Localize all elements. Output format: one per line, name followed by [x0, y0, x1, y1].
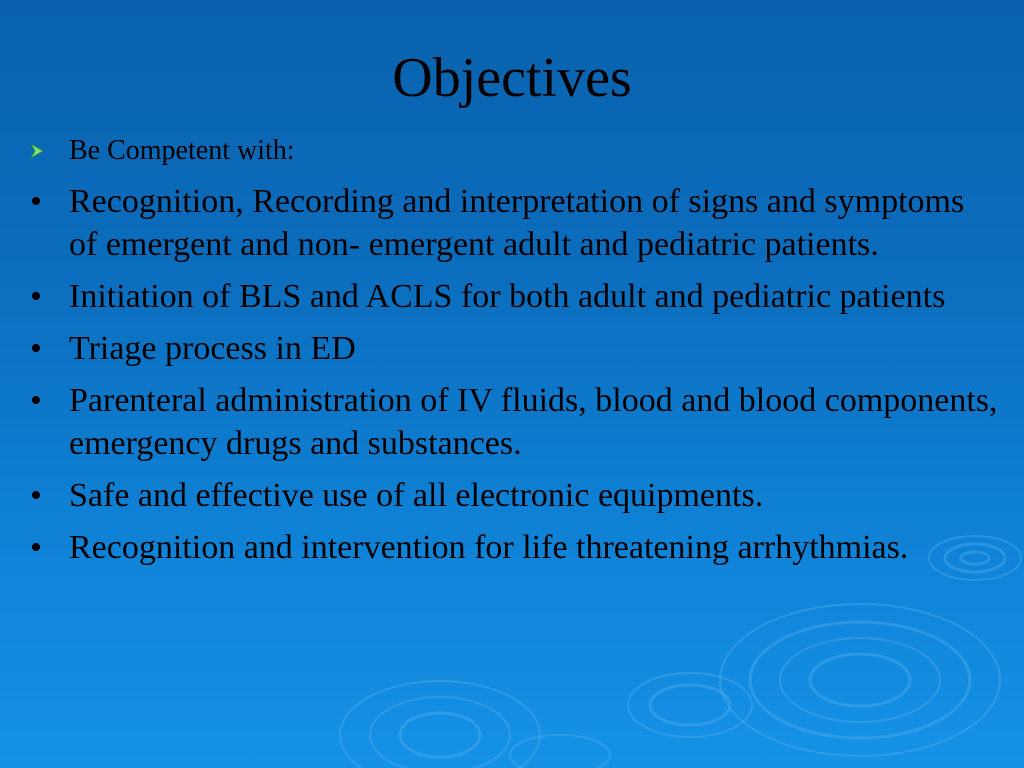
bullet-icon: •	[30, 278, 42, 315]
list-item	[0, 180, 1000, 266]
list-item-text: Recognition and intervention for life threatening arrhythmias.	[69, 529, 909, 566]
intro-text: Be Competent with:	[69, 135, 295, 166]
list-item	[0, 379, 1000, 465]
list-item	[0, 526, 1000, 569]
list-item-text: Recognition, Recording and interpretation of signs and symptoms of emergent and non- emergent adult and pediatric patients.	[69, 183, 965, 263]
bullet-icon: •	[30, 183, 42, 220]
arrow-bullet-icon	[28, 142, 46, 160]
list-item	[0, 275, 1000, 318]
list-item	[0, 327, 1000, 370]
bullet-icon: •	[30, 382, 42, 419]
list-item	[0, 474, 1000, 517]
bullet-icon: •	[30, 477, 42, 514]
list-item-text: Initiation of BLS and ACLS for both adult and pediatric patients	[69, 278, 946, 315]
objectives-list	[0, 180, 1000, 578]
list-item-text: Parenteral administration of IV fluids, blood and blood components, emergency drugs and substances.	[69, 382, 998, 462]
slide-title: Objectives	[392, 47, 632, 109]
list-item-text: Safe and effective use of all electronic equipments.	[69, 477, 764, 514]
list-item-text: Triage process in ED	[69, 330, 356, 367]
bullet-icon: •	[30, 330, 42, 367]
bullet-icon: •	[30, 529, 42, 566]
